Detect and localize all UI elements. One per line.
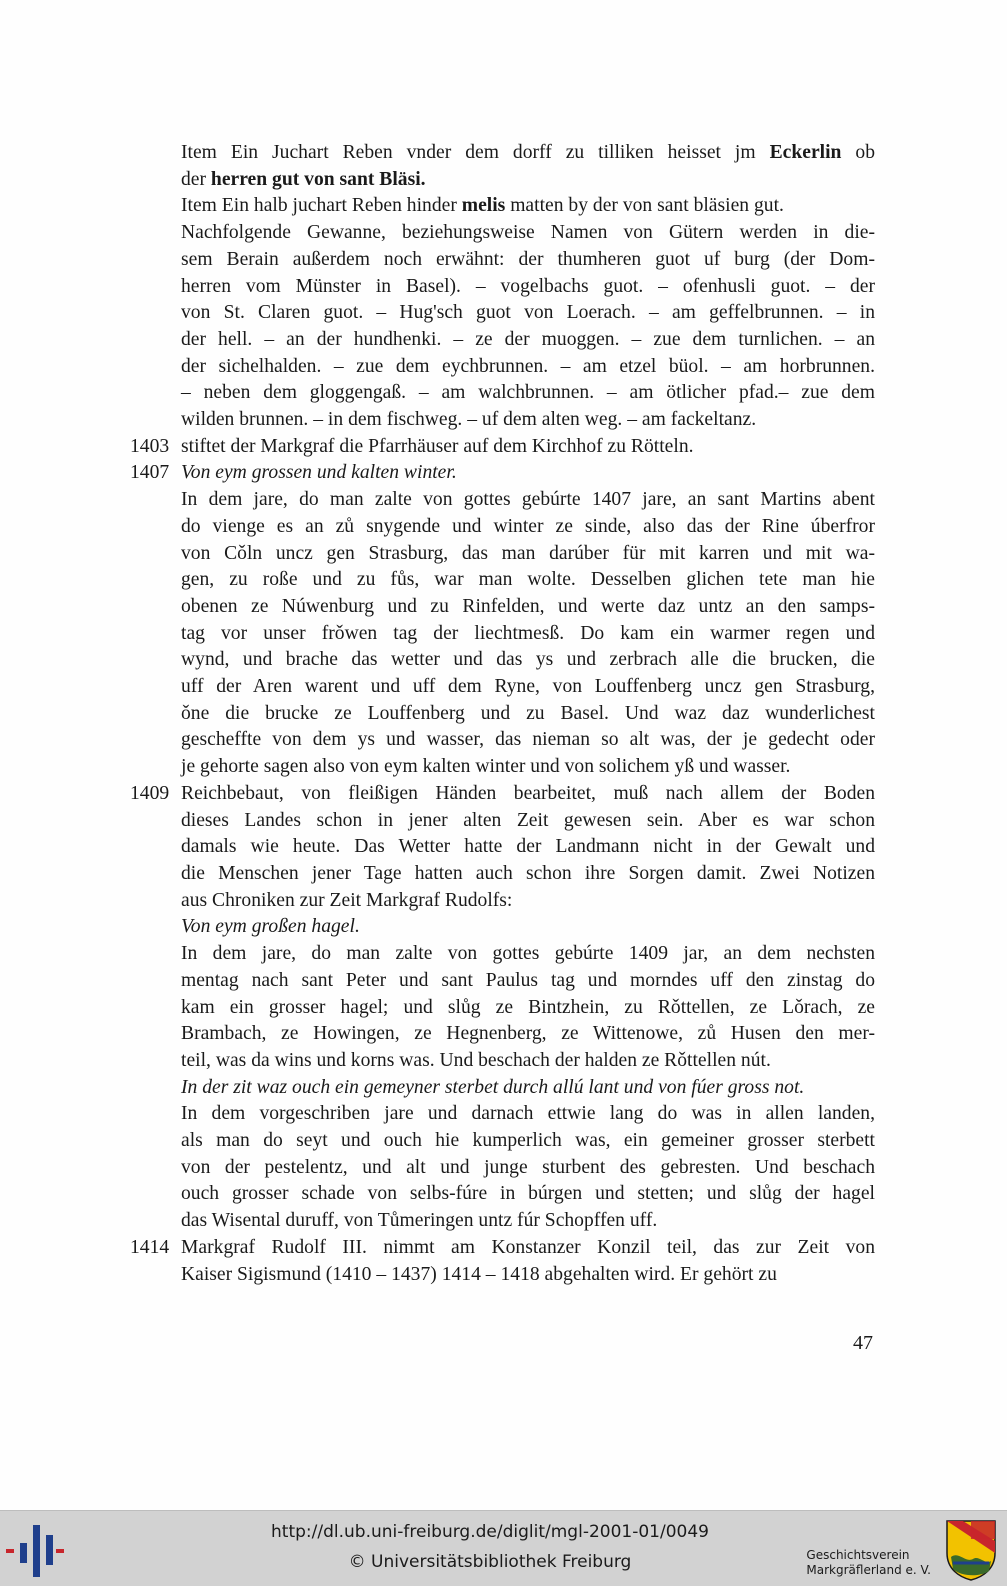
entry-block — [130, 460, 875, 780]
text-line — [181, 487, 875, 514]
text-line — [181, 1181, 875, 1208]
text-line — [181, 1128, 875, 1155]
text-run: stiftet der Markgraf die Pfarrhäuser auf dem Kirchhof zu Rötteln. — [181, 435, 694, 457]
entry-year: 1414 — [130, 1236, 170, 1258]
text-run: das Wisental duruff, von Tůmeringen untz fúr Schopffen uff. — [181, 1210, 658, 1232]
text-run: wilden brunnen. – in dem fischweg. – uf dem alten weg. – am fackeltanz. — [181, 409, 757, 431]
text-run: – neben dem gloggengaß. – am walchbrunnen. – am ötlicher pfad.– zue dem — [181, 382, 875, 404]
text-run: matten by der von sant bläsien gut. — [505, 195, 784, 217]
text-line — [181, 167, 875, 194]
text-line — [181, 727, 875, 754]
text-run: damals wie heute. Das Wetter hatte der Landmann nicht in der Gewalt und — [181, 836, 875, 858]
text-line — [181, 274, 875, 301]
text-line — [181, 247, 875, 274]
text-line — [181, 460, 875, 487]
association-name — [806, 1548, 931, 1578]
text-run: von der pestelentz, und alt und junge sturbent des gebresten. Und beschach — [181, 1156, 875, 1178]
text-run: In der zit waz ouch ein gemeyner sterbet durch allú lant und von fúer gross not. — [181, 1076, 805, 1098]
text-run: je gehorte sagen also von eym kalten winter und von solichem yß und wasser. — [181, 756, 791, 778]
text-run: Kaiser Sigismund (1410 – 1437) 1414 – 1418 abgehalten wird. Er gehört zu — [181, 1263, 777, 1285]
entry-year: 1403 — [130, 435, 170, 457]
text-run: uff der Aren warent und uff dem Ryne, von Louffenberg uncz gen Strasburg, — [181, 676, 875, 698]
text-line — [181, 407, 875, 434]
text-line — [181, 621, 875, 648]
text-line — [181, 995, 875, 1022]
text-line — [181, 1101, 875, 1128]
text-run: als man do seyt und ouch hie kumperlich was, ein gemeiner grosser sterbett — [181, 1130, 875, 1152]
text-run: In dem jare, do man zalte von gottes gebúrte 1409 jar, an dem nechsten — [181, 943, 875, 965]
text-line — [181, 1235, 875, 1262]
text-run: Item Ein Juchart Reben vnder dem dorff zu tilliken heisset jm — [181, 142, 770, 163]
text-run: melis — [461, 195, 506, 217]
text-run: von St. Claren guot. – Hug'sch guot von Loerach. – am geffelbrunnen. – in — [181, 302, 875, 324]
text-run: In dem vorgeschriben jare und darnach ettwie lang do was in allen landen, — [181, 1103, 875, 1125]
text-run: dieses Landes schon in jener alten Zeit gewesen sein. Aber es war schon — [181, 809, 875, 831]
text-line — [181, 140, 875, 167]
text-run: obenen ze Núwenburg und zu Rinfelden, und werte daz untz an den samps- — [181, 595, 875, 617]
entry-block — [130, 140, 875, 434]
text-run: Eckerlin — [769, 142, 842, 163]
text-run: Reichbebaut, von fleißigen Händen bearbeitet, muß nach allem der Boden — [181, 782, 875, 804]
text-line — [181, 567, 875, 594]
source-url-link[interactable]: http://dl.ub.uni-freiburg.de/diglit/mgl-2001-01/0049 — [271, 1522, 709, 1542]
text-line — [181, 380, 875, 407]
text-line — [181, 541, 875, 568]
text-line — [181, 434, 875, 461]
text-run: herren vom Münster in Basel). – vogelbachs guot. – ofenhusli guot. – der — [181, 275, 875, 297]
entry-year: 1409 — [130, 782, 170, 804]
text-run: ǒne die brucke ze Louffenberg und zu Basel. Und waz daz wunderlichest — [181, 702, 875, 724]
text-run: In dem jare, do man zalte von gottes gebúrte 1407 jare, an sant Martins abent — [181, 489, 875, 511]
text-run: die Menschen jener Tage hatten auch schon ihre Sorgen damit. Zwei Notizen — [181, 862, 875, 884]
text-run: ouch grosser schade von selbs-fúre in búrgen und stetten; und slůg der hagel — [181, 1183, 875, 1205]
body-text — [130, 140, 875, 1288]
text-line — [181, 834, 875, 861]
entry-block — [130, 434, 875, 461]
text-line — [181, 808, 875, 835]
text-run: der — [181, 168, 211, 190]
text-run: ob — [841, 142, 875, 163]
text-run: gen, zu roße und zu fůs, war man wolte. Desselben glichen tete man hie — [181, 569, 875, 591]
text-run: kam ein grosser hagel; und slůg ze Bintzhein, zu Rǒttellen, ze Lǒrach, ze — [181, 996, 875, 1018]
text-run: gescheffte von dem ys und wasser, das nieman so alt was, der je gedecht oder — [181, 729, 875, 751]
text-line — [181, 861, 875, 888]
text-run: mentag nach sant Peter und sant Paulus tag und morndes uff den zinstag do — [181, 969, 875, 991]
footer-bar — [0, 1510, 1007, 1586]
text-run: tag vor unser frǒwen tag der liechtmesß. Do kam ein warmer regen und — [181, 622, 875, 644]
text-line — [181, 1048, 875, 1075]
entry-year: 1407 — [130, 462, 170, 484]
ub-freiburg-logo-icon[interactable] — [6, 1525, 64, 1577]
text-line — [181, 1208, 875, 1235]
markgraeflerland-crest-icon — [945, 1519, 997, 1581]
text-run: der sichelhalden. – zue dem eychbrunnen. – am etzel büol. – am horbrunnen. — [181, 355, 875, 377]
text-line — [181, 781, 875, 808]
entry-block — [130, 1235, 875, 1288]
text-run: Brambach, ze Howingen, ze Hegnenberg, ze Wittenowe, zů Husen den mer- — [181, 1023, 875, 1045]
text-line — [181, 327, 875, 354]
text-run: wynd, und brache das wetter und das ys und zerbrach alle die brucken, die — [181, 649, 875, 671]
text-line — [181, 941, 875, 968]
text-line — [181, 754, 875, 781]
text-line — [181, 220, 875, 247]
copyright-text: © Universitätsbibliothek Freiburg — [348, 1552, 632, 1572]
text-run: Markgraf Rudolf III. nimmt am Konstanzer Konzil teil, das zur Zeit von — [181, 1236, 875, 1258]
text-run: Von eym großen hagel. — [181, 916, 360, 938]
text-line — [181, 701, 875, 728]
entry-block — [130, 781, 875, 1235]
text-run: Von eym grossen und kalten winter. — [181, 462, 457, 484]
text-run: teil, was da wins und korns was. Und beschach der halden ze Rǒttellen nút. — [181, 1049, 771, 1071]
text-line — [181, 193, 875, 220]
text-line — [181, 1262, 875, 1289]
text-run: Item Ein halb juchart Reben hinder — [181, 195, 462, 217]
text-run: Nachfolgende Gewanne, beziehungsweise Namen von Gütern werden in die- — [181, 222, 875, 244]
text-line — [181, 300, 875, 327]
text-run: herren gut von sant Bläsi. — [210, 168, 426, 190]
association-line-1: Geschichtsverein — [806, 1548, 910, 1562]
text-run: do vienge es an zů snygende und winter ze sinde, also das der Rine úberfror — [181, 515, 875, 537]
text-line — [181, 1075, 875, 1102]
text-line — [181, 514, 875, 541]
text-run: der hell. – an der hundhenki. – ze der muoggen. – zue dem turnlichen. – an — [181, 328, 875, 350]
text-line — [181, 354, 875, 381]
text-line — [181, 594, 875, 621]
text-line — [181, 888, 875, 915]
text-run: sem Berain außerdem noch erwähnt: der thumheren guot uf burg (der Dom- — [181, 248, 875, 270]
text-run: von Cǒln uncz gen Strasburg, das man darúber für mit karren und mit wa- — [181, 542, 875, 564]
association-line-2: Markgräflerland e. V. — [806, 1563, 931, 1577]
text-line — [181, 914, 875, 941]
text-run: aus Chroniken zur Zeit Markgraf Rudolfs: — [181, 889, 513, 911]
text-line — [181, 647, 875, 674]
page-number: 47 — [853, 1332, 873, 1354]
text-line — [181, 1155, 875, 1182]
text-line — [181, 968, 875, 995]
text-line — [181, 674, 875, 701]
text-line — [181, 1021, 875, 1048]
